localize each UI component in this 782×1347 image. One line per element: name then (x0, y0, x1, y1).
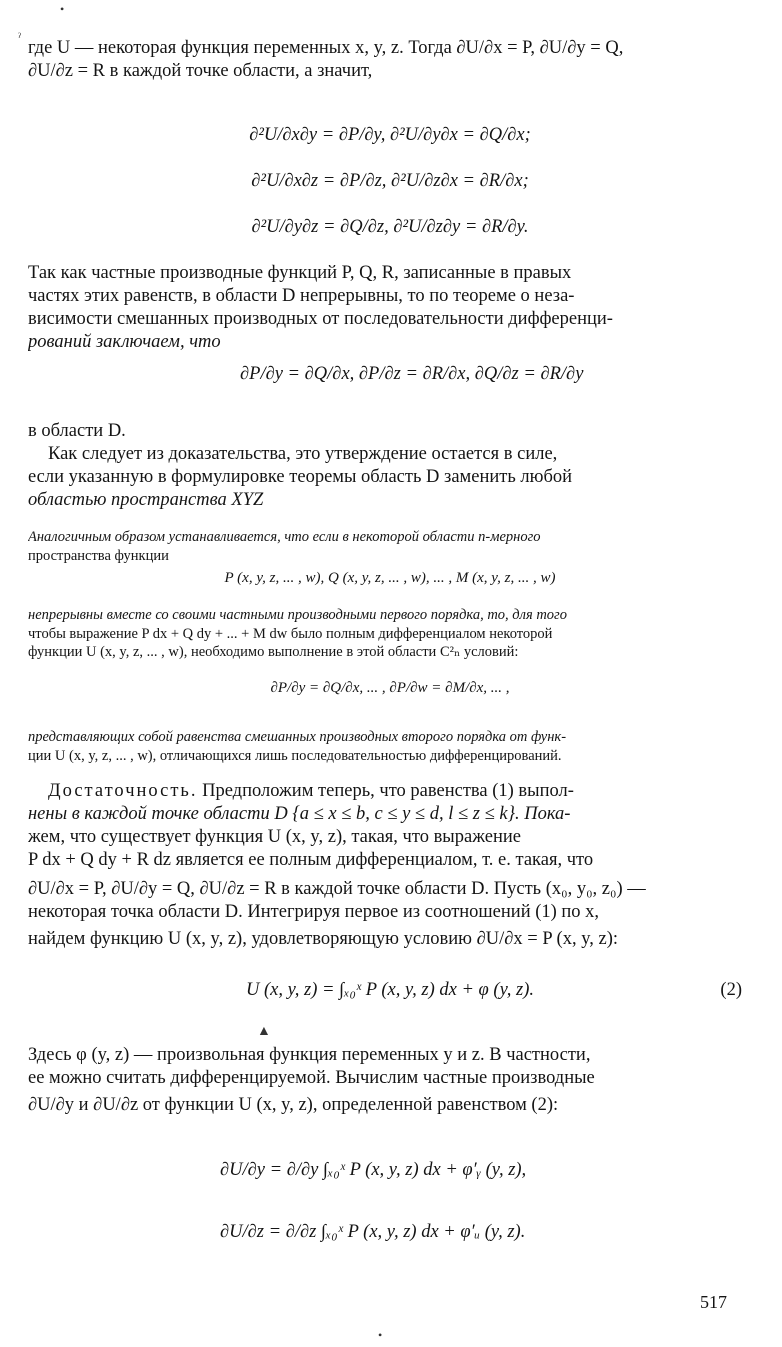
sufficiency-heading: Достаточность. (48, 781, 198, 801)
text-line-rest: Предположим теперь, что равенства (1) выпол- (202, 781, 574, 801)
equation-dU-dz: ∂U/∂z = ∂/∂z ∫ₓ₀ˣ P (x, y, z) dx + φ′ᵤ (y, z). (220, 1222, 526, 1242)
text-line: ее можно считать дифференцируемой. Вычислим частные производные (28, 1068, 595, 1088)
text-line: P dx + Q dy + R dz является ее полным дифференциалом, т. е. такая, что (28, 850, 594, 870)
equation-dU-dy: ∂U/∂y = ∂/∂y ∫ₓ₀ˣ P (x, y, z) dx + φ′ᵧ (y, z), (220, 1160, 527, 1180)
text-line: чтобы выражение P dx + Q dy + ... + M dw было полным дифференциалом некоторой (28, 625, 553, 642)
text-line: Как следует из доказательства, это утверждение остается в силе, (48, 444, 558, 464)
smallprint-necessity (28, 606, 750, 662)
text-line: представляющих собой равенства смешанных производных второго порядка от функ- (28, 729, 567, 745)
text-line: нены в каждой точке области D {a ≤ x ≤ b, c ≤ y ≤ d, l ≤ z ≤ k}. Пока- (28, 804, 571, 824)
print-speck-mark: ˀ (18, 30, 21, 44)
equation-line: ∂²U/∂x∂z = ∂P/∂z, ∂²U/∂z∂x = ∂R/∂x; (251, 171, 529, 191)
text-line (28, 780, 748, 803)
text-line: рований заключаем, что (28, 332, 221, 352)
smallprint-n-dimensional (28, 528, 750, 565)
equation-line: ∂²U/∂y∂z = ∂Q/∂z, ∂²U/∂z∂y = ∂R/∂y. (251, 217, 529, 237)
text-line: висимости смешанных производных от последовательности дифференци- (28, 309, 613, 329)
equation-mixed-derivatives (240, 112, 540, 250)
print-speck-mark: ▲ (257, 1024, 271, 1039)
paragraph-in-region (28, 420, 748, 443)
paragraph-sufficiency (28, 780, 748, 951)
paragraph-continuity (28, 262, 748, 354)
text-line: областью пространства XYZ (28, 490, 264, 510)
paragraph-remark (28, 443, 748, 512)
equation-number: (2) (720, 980, 742, 1000)
paragraph-intro (28, 37, 748, 83)
text-line: Здесь φ (y, z) — произвольная функция переменных y и z. В частности, (28, 1045, 591, 1065)
paragraph-phi (28, 1044, 748, 1117)
text-line: жем, что существует функция U (x, y, z), такая, что выражение (28, 827, 521, 847)
text-line: если указанную в формулировке теоремы область D заменить любой (28, 467, 573, 487)
text-line: частях этих равенств, в области D непрерывны, то по теореме о неза- (28, 286, 575, 306)
text-line: найдем функцию U (x, y, z), удовлетворяющую условию ∂U/∂x = P (x, y, z): (28, 929, 619, 949)
equation-conditions-1: ∂P/∂y = ∂Q/∂x, ∂P/∂z = ∂R/∂x, ∂Q/∂z = ∂R/∂y (240, 364, 584, 384)
text-line: пространства функции (28, 547, 169, 564)
text-line: ∂U/∂y и ∂U/∂z от функции U (x, y, z), определенной равенством (2): (28, 1095, 559, 1115)
text-line: Аналогичным образом устанавливается, что если в некоторой области n-мерного (28, 529, 541, 545)
text-line: ∂U/∂x = P, ∂U/∂y = Q, ∂U/∂z = R в каждой точке области D. Пусть (x₀, y₀, z₀) — (28, 879, 646, 899)
text-line: где U — некоторая функция переменных x, y, z. Тогда ∂U/∂x = P, ∂U/∂y = Q, (28, 38, 624, 58)
equation-functions-list: P (x, y, z, ... , w), Q (x, y, z, ... , w), ... , M (x, y, z, ... , w) (224, 570, 556, 586)
text-line: ∂U/∂z = R в каждой точке области, а значит, (28, 61, 373, 81)
text-line: в области D. (28, 421, 126, 441)
text-line: непрерывны вместе со своими частными производными первого порядка, то, для того (28, 607, 567, 623)
equation-line: ∂²U/∂x∂y = ∂P/∂y, ∂²U/∂y∂x = ∂Q/∂x; (249, 125, 531, 145)
equation-n-conditions: ∂P/∂y = ∂Q/∂x, ... , ∂P/∂w = ∂M/∂x, ... , (270, 680, 510, 696)
page-number: 517 (700, 1292, 727, 1312)
text-line: некоторая точка области D. Интегрируя первое из соотношений (1) по x, (28, 902, 600, 922)
text-line: ции U (x, y, z, ... , w), отличающихся лишь последовательностью дифференцирований. (28, 747, 562, 764)
print-speck-mark: • (378, 1328, 383, 1342)
text-line: функции U (x, y, z, ... , w), необходимо выполнение в этой области C²ₙ условий: (28, 644, 519, 660)
text-line: Так как частные производные функций P, Q, R, записанные в правых (28, 263, 572, 283)
print-speck-mark: • (60, 2, 65, 16)
equation-2: U (x, y, z) = ∫ₓ₀ˣ P (x, y, z) dx + φ (y, z). (245, 980, 535, 1000)
smallprint-mixed-equalities (28, 728, 750, 765)
